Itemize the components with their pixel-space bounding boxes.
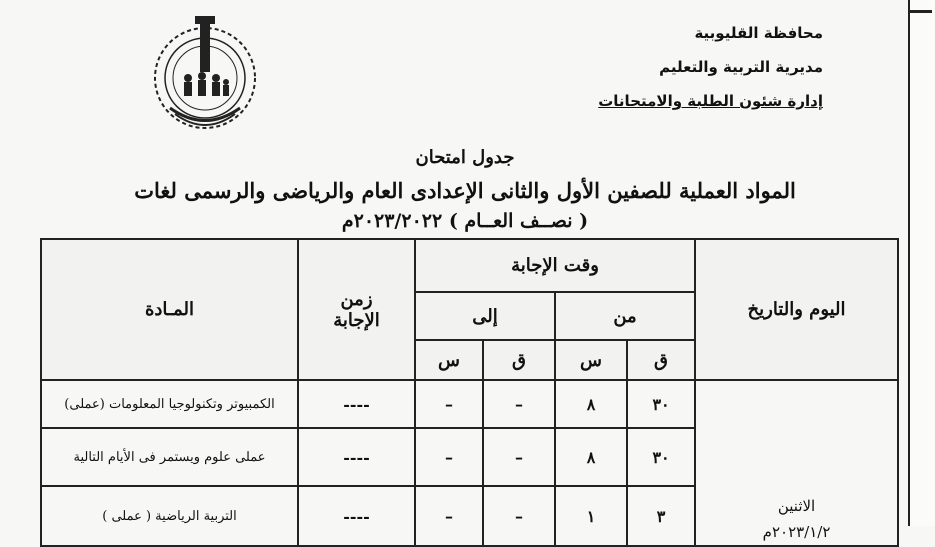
from-minutes-header: ق [627, 340, 695, 380]
to-minutes: – [483, 380, 555, 428]
ministry-emblem-icon [150, 8, 260, 138]
exam-schedule-title: جدول امتحان [415, 147, 515, 168]
from-header: من [555, 292, 695, 340]
to-hours-header: س [415, 340, 483, 380]
exam-date: ٢٠٢٣/١/٢م [762, 523, 831, 541]
to-minutes: – [483, 486, 555, 546]
to-hours: – [415, 428, 483, 486]
day-date-cell [695, 380, 898, 546]
exam-term-year: ( نصــف العــام ) ٢٠٢٣/٢٠٢٢م [341, 210, 589, 232]
exam-day: الاثنين [777, 497, 816, 515]
to-hours: – [415, 486, 483, 546]
to-minutes: – [483, 428, 555, 486]
to-minutes-header: ق [483, 340, 555, 380]
department-name: إدارة شئون الطلبة والامتحانات [598, 92, 823, 110]
subject-name: الكمبيوتر وتكنولوجيا المعلومات (عملى) [41, 380, 298, 428]
directorate-name: مديرية التربية والتعليم [659, 58, 823, 76]
from-hours-header: س [555, 340, 627, 380]
subject-name: التربية الرياضية ( عملى ) [41, 486, 298, 546]
page-edge [908, 0, 935, 526]
exam-schedule-table [40, 238, 899, 547]
duration: ---- [298, 380, 415, 428]
from-hours: ١ [555, 486, 627, 546]
duration: ---- [298, 428, 415, 486]
subject-name: عملى علوم ويستمر فى الأيام التالية [41, 428, 298, 486]
duration-header: زمن الإجابة [298, 239, 415, 380]
from-minutes: ٣٠ [627, 428, 695, 486]
answer-time-header: وقت الإجابة [415, 239, 695, 292]
to-header: إلى [415, 292, 555, 340]
duration: ---- [298, 486, 415, 546]
header-block [583, 20, 823, 122]
from-hours: ٨ [555, 428, 627, 486]
from-hours: ٨ [555, 380, 627, 428]
exam-schedule-subtitle: المواد العملية للصفين الأول والثانى الإعدادى العام والرياضى والرسمى لغات [134, 178, 796, 203]
day-date-header: اليوم والتاريخ [695, 239, 898, 380]
governorate-name: محافظة القليوبية [694, 24, 823, 42]
from-minutes: ٣٠ [627, 380, 695, 428]
from-minutes: ٣ [627, 486, 695, 546]
to-hours: – [415, 380, 483, 428]
subject-header: المـادة [41, 239, 298, 380]
table-row [41, 380, 898, 428]
